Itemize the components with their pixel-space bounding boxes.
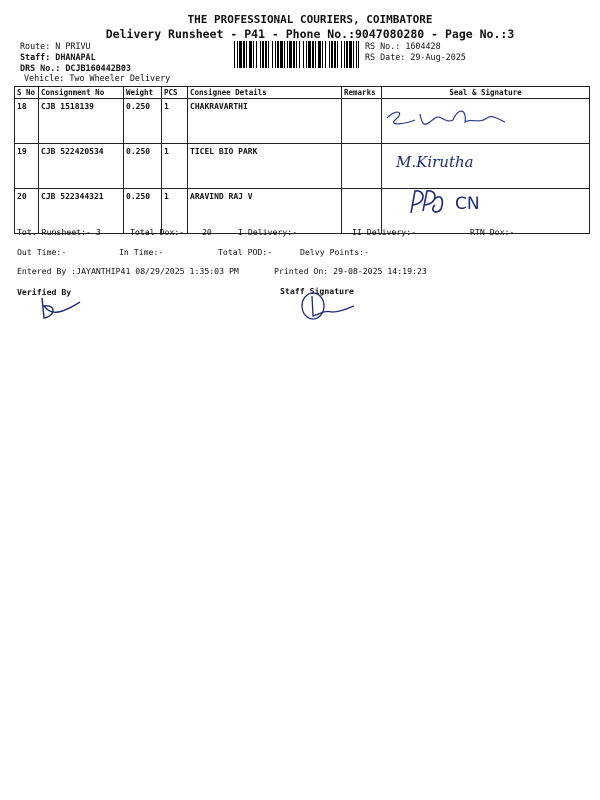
total-dox-label: Total Dox:- (130, 227, 185, 237)
header-consignee: Consignee Details (188, 87, 342, 99)
total-pod: Total POD:- (218, 247, 273, 257)
cell-consignee: TICEL BIO PARK (188, 144, 342, 189)
rs-number: RS No.: 1604428 (365, 41, 441, 51)
runsheet-subtitle: Delivery Runsheet - P41 - Phone No.:9047080280 - Page No.:3 (105, 27, 515, 41)
company-title: THE PROFESSIONAL COURIERS, COIMBATORE (187, 13, 433, 26)
cell-remarks (342, 144, 382, 189)
delvy-points: Delvy Points:- (300, 247, 370, 257)
drs-label: DRS No.: DCJB160442B03 (20, 63, 131, 73)
ii-delivery: II Delivery:- (352, 227, 417, 237)
signature-row-20-text: CN (455, 194, 480, 214)
cell-pcs: 1 (162, 144, 188, 189)
route-label: Route: N PRIVU (20, 41, 91, 51)
cell-weight: 0.250 (124, 189, 162, 234)
vehicle-label: Vehicle: Two Wheeler Delivery (24, 73, 171, 83)
in-time: In Time:- (119, 247, 164, 257)
header-signature: Seal & Signature (382, 87, 590, 99)
staff-signature: Staff Signature (280, 286, 354, 296)
tot-runsheet: Tot. Runsheet:- 3 (17, 227, 101, 237)
cell-consignee: CHAKRAVARTHI (188, 99, 342, 144)
cell-weight: 0.250 (124, 144, 162, 189)
cell-sno: 18 (15, 99, 39, 144)
verified-by: Verified By (17, 287, 72, 297)
cell-consignment: CJB 1518139 (39, 99, 124, 144)
rtn-dox: RTN Dox:- (470, 227, 515, 237)
header-remarks: Remarks (342, 87, 382, 99)
verified-signature-icon (36, 294, 86, 324)
cell-consignment: CJB 522344321 (39, 189, 124, 234)
cell-consignee: ARAVIND RAJ V (188, 189, 342, 234)
signature-row-18-icon (375, 100, 515, 140)
staff-label: Staff: DHANAPAL (20, 52, 96, 62)
printed-on: Printed On: 29-08-2025 14:19:23 (274, 266, 427, 276)
cell-pcs: 1 (162, 99, 188, 144)
signature-row-19-icon (390, 147, 510, 177)
signature-row-20-icon (405, 185, 505, 221)
cell-sno: 19 (15, 144, 39, 189)
barcode-icon (233, 41, 360, 68)
cell-weight: 0.250 (124, 99, 162, 144)
cell-pcs: 1 (162, 189, 188, 234)
cell-consignment: CJB 522420534 (39, 144, 124, 189)
header-consignment: Consignment No (39, 87, 124, 99)
rs-date: RS Date: 29-Aug-2025 (365, 52, 466, 62)
i-delivery: I Delivery:- (238, 227, 298, 237)
cell-sno: 20 (15, 189, 39, 234)
table-header-row (15, 87, 590, 99)
header-weight: Weight (124, 87, 162, 99)
signature-row-19-text: M.Kirutha (396, 153, 474, 171)
total-dox-value: 20 (202, 227, 212, 237)
staff-signature-icon (298, 290, 358, 324)
header-pcs: PCS (162, 87, 188, 99)
out-time: Out Time:- (17, 247, 67, 257)
header-sno: S No (15, 87, 39, 99)
entered-by: Entered By :JAYANTHIP41 08/29/2025 1:35:03 PM (17, 266, 239, 276)
